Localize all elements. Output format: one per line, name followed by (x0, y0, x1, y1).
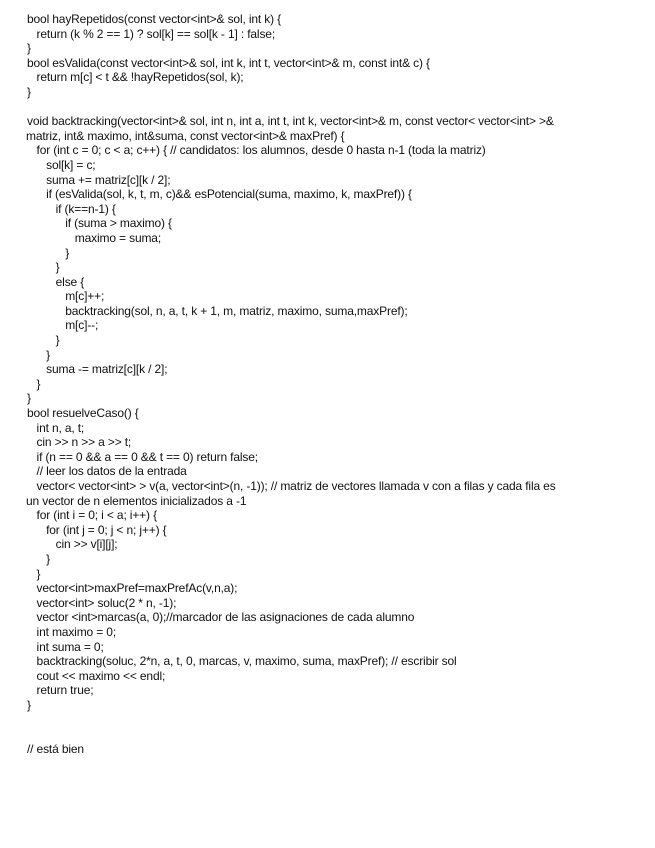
code-line: } (27, 376, 41, 391)
code-line: for (int j = 0; j < n; j++) { (27, 522, 167, 537)
code-line: bool hayRepetidos(const vector<int>& sol, int k) { (27, 12, 281, 26)
code-line: cin >> v[i][j]; (27, 537, 118, 552)
comment-line: // está bien (27, 741, 84, 756)
code-line: } (27, 551, 50, 566)
code-line: suma -= matriz[c][k / 2]; (27, 362, 168, 377)
code-line: for (int c = 0; c < a; c++) { // candidatos: los alumnos, desde 0 hasta n-1 (toda la matriz) (27, 143, 486, 158)
code-line: } (27, 697, 31, 712)
code-line: int suma = 0; (27, 639, 104, 654)
code-line: vector< vector<int> > v(a, vector<int>(n, -1)); // matriz de vectores llamada v con a filas y cada fila es (27, 479, 556, 493)
code-line: } (27, 260, 60, 275)
code-line: vector<int>maxPref=maxPrefAc(v,n,a); (27, 581, 238, 596)
code-line: for (int i = 0; i < a; i++) { (27, 508, 157, 523)
code-line: } (27, 391, 31, 406)
code-line: m[c]--; (27, 318, 99, 333)
blank-line (27, 727, 627, 742)
code-line: } (27, 333, 60, 348)
code-line: suma += matriz[c][k / 2]; (27, 172, 171, 187)
blank-line (27, 100, 627, 115)
code-line: } (27, 84, 31, 99)
code-line: bool resuelveCaso() { (27, 406, 139, 421)
blank-line (27, 713, 627, 728)
code-line: bool esValida(const vector<int>& sol, int k, int t, vector<int>& m, const int& c) { (27, 55, 430, 70)
code-line: } (27, 347, 50, 362)
code-line: if (n == 0 && a == 0 && t == 0) return false; (27, 449, 258, 464)
code-line: cin >> n >> a >> t; (27, 435, 132, 450)
code-line: // leer los datos de la entrada (27, 464, 187, 479)
code-line: } (27, 41, 31, 56)
code-line: m[c]++; (27, 289, 105, 304)
code-line: int maximo = 0; (27, 624, 116, 639)
code-line: vector<int> soluc(2 * n, -1); (27, 595, 177, 610)
code-line: void backtracking(vector<int>& sol, int n, int a, int t, int k, vector<int>& m, const vector< vector<int> >& (27, 114, 554, 129)
code-line: if (k==n-1) { (27, 201, 116, 216)
code-line: maximo = suma; (27, 230, 162, 245)
code-line: backtracking(sol, n, a, t, k + 1, m, matriz, maximo, suma,maxPref); (27, 303, 408, 318)
code-line: cout << maximo << endl; (27, 668, 166, 683)
code-line: vector <int>marcas(a, 0);//marcador de las asignaciones de cada alumno (27, 610, 415, 625)
code-line: if (esValida(sol, k, t, m, c)&& esPotencial(suma, maximo, k, maxPref)) { (27, 187, 412, 202)
code-line: return true; (27, 683, 94, 698)
code-line: backtracking(soluc, 2*n, a, t, 0, marcas, v, maximo, suma, maxPref); // escribir sol (27, 654, 457, 669)
code-line: } (27, 245, 70, 260)
code-line: if (suma > maximo) { (27, 216, 172, 231)
code-line: return (k % 2 == 1) ? sol[k] == sol[k - 1] : false; (27, 26, 276, 41)
code-line: else { (27, 274, 85, 289)
code-listing (27, 12, 627, 756)
code-line: return m[c] < t && !hayRepetidos(sol, k); (27, 70, 244, 85)
code-line: sol[k] = c; (27, 157, 96, 172)
code-line: un vector de n elementos inicializados a -1 (26, 493, 247, 508)
code-line: } (27, 566, 41, 581)
code-line: int n, a, t; (27, 420, 85, 435)
code-line: matriz, int& maximo, int&suma, const vector<int>& maxPref) { (26, 128, 345, 143)
